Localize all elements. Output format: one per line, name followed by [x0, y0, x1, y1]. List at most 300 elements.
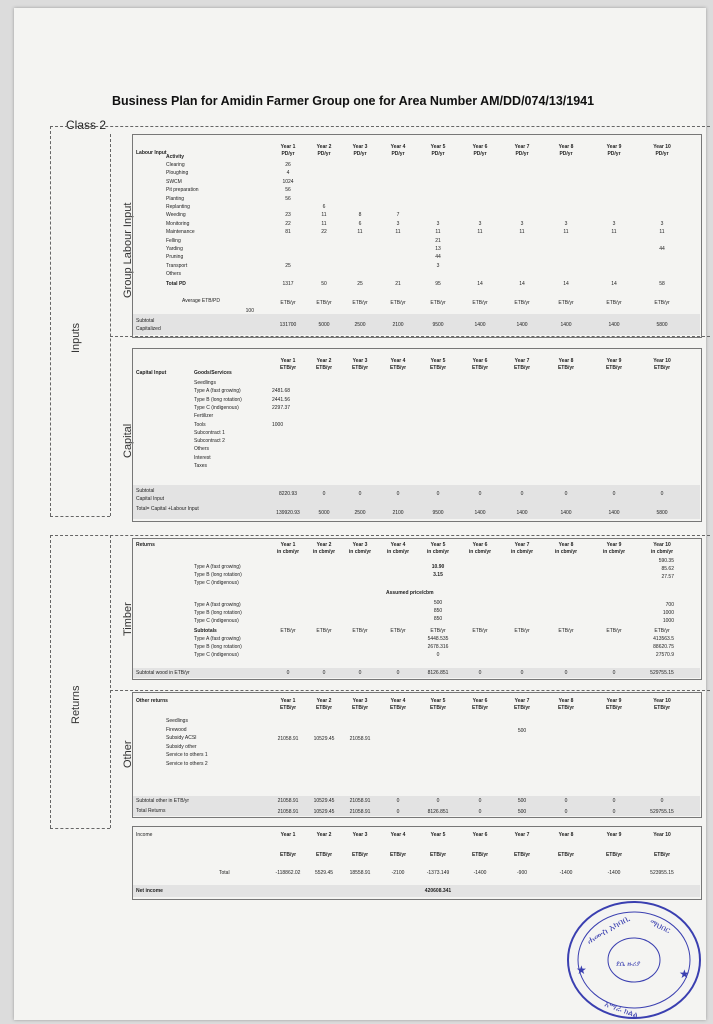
timber-type-label: Type A (fast growing) — [194, 636, 241, 642]
other-subtotal-value: 0 — [564, 798, 568, 804]
other-unit-header: ETB/yr — [605, 705, 623, 711]
capital-subtotal-value: 0 — [436, 491, 440, 497]
average-etb-unit: ETB/yr — [514, 300, 530, 306]
capital-subtotal-value: 0 — [478, 491, 482, 497]
income-total-label: Total — [219, 870, 230, 876]
capital-subtotal-value: 0 — [660, 491, 664, 497]
timber-subtotal-y5: 5448.535 — [427, 636, 449, 642]
activity-value: 11 — [659, 229, 665, 236]
activity-label: SWCM — [166, 178, 182, 185]
capital-item-label: Others — [194, 446, 210, 453]
average-etb-unit: ETB/yr — [654, 300, 670, 306]
capital-unit-header: ETB/yr — [315, 365, 333, 371]
subtotal-wood-value: 0 — [322, 670, 326, 676]
average-etb-label: Average ETB/PD — [182, 298, 220, 304]
firewood-y7-value: 500 — [517, 728, 527, 734]
activity-label: Clearing — [166, 162, 185, 168]
capital-item-label: Type C (indigenous) — [194, 404, 239, 411]
income-section-label: Income — [136, 832, 153, 838]
income-unit-header: ETB/yr — [653, 852, 671, 858]
income-unit-header: ETB/yr — [389, 852, 407, 858]
income-total-value: 18558.91 — [349, 870, 371, 876]
labour-table — [132, 134, 702, 338]
other-year-header: Year 7 — [514, 698, 530, 704]
capital-subtotal-value: 0 — [520, 491, 524, 497]
capitalized-label: Capitalized — [136, 326, 161, 332]
other-year-header: Year 6 — [472, 698, 488, 704]
timber-unit-header: in cbm/yr — [348, 549, 372, 555]
class-label: Class 2 — [66, 118, 107, 132]
activity-value: 44 — [435, 254, 441, 261]
inputs-inner-border — [110, 134, 111, 516]
average-etb-unit: ETB/yr — [472, 300, 488, 306]
activity-value: 7 — [396, 212, 400, 219]
timber-etb-unit: ETB/yr — [316, 628, 332, 634]
labour-subtotal-value: 1400 — [474, 322, 486, 328]
timber-volume-y10: 590.35 — [658, 558, 674, 564]
activity-label: Maintenance — [166, 229, 195, 236]
total-returns-value: 0 — [478, 809, 482, 815]
timber-year-header: Year 7 — [514, 542, 530, 548]
price-y5: 850 — [433, 608, 443, 614]
capital-unit-header: ETB/yr — [513, 365, 531, 371]
average-etb-unit: ETB/yr — [280, 300, 296, 306]
subtotal-wood-value: 529755.15 — [650, 670, 674, 676]
inputs-bottom-border — [50, 516, 110, 517]
activity-value: 11 — [563, 229, 569, 236]
svg-text:ማህበር: ማህበር — [648, 917, 672, 936]
capital-item-label: Type B (long rotation) — [194, 396, 242, 403]
labour-subtotal-value: 5000 — [318, 322, 330, 328]
capital-subtotal-value: 0 — [612, 491, 616, 497]
income-unit-header: ETB/yr — [513, 852, 531, 858]
price-y10: 700 — [665, 602, 674, 608]
timber-etb-unit: ETB/yr — [606, 628, 622, 634]
income-unit-header: ETB/yr — [279, 852, 297, 858]
capital-total-value: 139920.93 — [276, 510, 300, 516]
total-pd-label: Total PD — [166, 281, 186, 287]
capital-unit-header: ETB/yr — [389, 365, 407, 371]
other-year-header: Year 1 — [280, 698, 296, 704]
timber-other-separator — [110, 690, 710, 691]
subtotal-wood-value: 0 — [478, 670, 482, 676]
activity-label: Weeding — [166, 212, 186, 219]
timber-unit-header: in cbm/yr — [602, 549, 626, 555]
other-year-header: Year 4 — [390, 698, 406, 704]
other-unit-header: ETB/yr — [279, 705, 297, 711]
labour-year-header: Year 5 — [430, 144, 446, 150]
capital-year-header: Year 1 — [280, 358, 296, 364]
total-pd-value: 14 — [519, 281, 525, 287]
activity-value: 3 — [660, 220, 664, 227]
capital-item-value: 2441.56 — [272, 396, 291, 403]
labour-side-label: Group Labour Input — [122, 202, 134, 298]
labour-unit-header: PD/yr — [431, 151, 445, 157]
income-year-header: Year 8 — [558, 832, 574, 838]
timber-year-header: Year 9 — [606, 542, 622, 548]
capital-year-header: Year 3 — [352, 358, 368, 364]
average-etb-unit: ETB/yr — [316, 300, 332, 306]
timber-year-header: Year 4 — [390, 542, 406, 548]
activity-value: 1024 — [282, 178, 294, 185]
timber-etb-unit: ETB/yr — [280, 628, 296, 634]
labour-unit-header: PD/yr — [559, 151, 573, 157]
goods-services-header: Goods/Services — [194, 370, 232, 376]
labour-year-header: Year 1 — [280, 144, 296, 150]
capital-item-value: 2297.37 — [272, 404, 291, 411]
capital-unit-header: ETB/yr — [557, 365, 575, 371]
capital-subtotal-value: 0 — [564, 491, 568, 497]
activity-label: Felling — [166, 237, 181, 244]
timber-unit-header: in cbm/yr — [312, 549, 336, 555]
inputs-top-border — [50, 126, 710, 127]
activity-value: 6 — [358, 220, 362, 227]
total-pd-value: 14 — [563, 281, 569, 287]
other-unit-header: ETB/yr — [429, 705, 447, 711]
activity-value: 3 — [396, 220, 400, 227]
activity-value: 25 — [285, 262, 291, 269]
activity-value: 22 — [321, 229, 327, 236]
activity-value: 3 — [436, 220, 440, 227]
net-income-label: Net income — [136, 888, 163, 894]
capital-total-value: 1400 — [516, 510, 528, 516]
returns-side-label: Returns — [70, 685, 82, 724]
income-total-value: -2100 — [391, 870, 405, 876]
labour-subtotal-value: 2100 — [392, 322, 404, 328]
capital-item-label: Seedlings — [194, 380, 216, 386]
activity-value: 8 — [358, 212, 362, 219]
timber-etb-unit: ETB/yr — [514, 628, 530, 634]
capital-item-label: Interest — [194, 454, 211, 461]
activity-value: 3 — [564, 220, 568, 227]
activity-value: 26 — [285, 162, 291, 168]
total-pd-value: 58 — [659, 281, 665, 287]
total-returns-value: 10529.45 — [313, 809, 335, 815]
income-total-value: -900 — [516, 870, 528, 876]
other-year-header: Year 2 — [316, 698, 332, 704]
price-y10: 1000 — [662, 618, 674, 624]
timber-year-header: Year 5 — [430, 542, 446, 548]
other-subtotal-value: 0 — [660, 798, 664, 804]
income-unit-header: ETB/yr — [315, 852, 333, 858]
activity-label: Monitoring — [166, 220, 190, 227]
timber-type-label: Type B (long rotation) — [194, 644, 242, 650]
capital-year-header: Year 7 — [514, 358, 530, 364]
capital-unit-header: ETB/yr — [605, 365, 623, 371]
activity-value: 11 — [611, 229, 617, 236]
subtotal-wood-value: 0 — [396, 670, 400, 676]
activity-value: 4 — [286, 170, 290, 177]
timber-unit-header: in cbm/yr — [554, 549, 578, 555]
timber-year-header: Year 8 — [558, 542, 574, 548]
income-total-value: -1400 — [607, 870, 621, 876]
other-unit-header: ETB/yr — [315, 705, 333, 711]
timber-subtotal-y10: 27570.9 — [655, 652, 674, 658]
total-returns-value: 0 — [564, 809, 568, 815]
timber-table — [132, 538, 702, 680]
labour-unit-header: PD/yr — [281, 151, 295, 157]
other-item-label: Firewood — [166, 726, 187, 733]
official-seal — [554, 896, 704, 1024]
total-returns-value: 21058.91 — [349, 809, 371, 815]
other-unit-header: ETB/yr — [653, 705, 671, 711]
capital-total-value: 1400 — [560, 510, 572, 516]
other-year-header: Year 3 — [352, 698, 368, 704]
price-y10: 1000 — [662, 610, 674, 616]
capital-item-label: Tools — [194, 421, 206, 428]
timber-subtotal-y10: 413563.5 — [653, 636, 674, 642]
activity-value: 22 — [285, 220, 291, 227]
activity-value: 11 — [435, 229, 441, 236]
timber-volume-y10: 85.62 — [661, 566, 674, 572]
activity-value: 11 — [357, 229, 363, 236]
labour-subtotal-value: 1400 — [560, 322, 572, 328]
other-subtotal-value: 10529.45 — [313, 798, 335, 804]
labour-unit-header: PD/yr — [317, 151, 331, 157]
timber-unit-header: in cbm/yr — [386, 549, 410, 555]
timber-year-header: Year 2 — [316, 542, 332, 548]
activity-value: 11 — [395, 229, 401, 236]
income-unit-header: ETB/yr — [557, 852, 575, 858]
svg-text:★: ★ — [679, 967, 690, 981]
timber-unit-header: in cbm/yr — [426, 549, 450, 555]
timber-year-header: Year 10 — [653, 542, 671, 548]
returns-top-border — [50, 535, 710, 536]
svg-text:★: ★ — [576, 963, 587, 977]
income-unit-header: ETB/yr — [605, 852, 623, 858]
returns-bottom-border — [50, 828, 110, 829]
assumed-price-label: Assumed price/cbm — [386, 590, 434, 596]
page-title: Business Plan for Amidin Farmer Group one for Area Number AM/DD/074/13/1941 — [112, 94, 595, 108]
total-pd-value: 14 — [477, 281, 483, 287]
timber-etb-unit: ETB/yr — [390, 628, 406, 634]
document-page — [14, 8, 706, 1020]
net-income-value: 420608.341 — [424, 888, 452, 894]
timber-unit-header: in cbm/yr — [650, 549, 674, 555]
subtotal-wood-value: 0 — [612, 670, 616, 676]
activity-value: 3 — [478, 220, 482, 227]
labour-year-header: Year 4 — [390, 144, 406, 150]
capital-item-label: Taxes — [194, 463, 208, 469]
capital-total-value: 9500 — [432, 510, 444, 516]
total-returns-value: 529755.15 — [650, 809, 674, 815]
capital-subtotal-label: Subtotal — [136, 488, 155, 494]
capital-subtotal-value: 0 — [358, 491, 362, 497]
capital-year-header: Year 5 — [430, 358, 446, 364]
timber-unit-header: in cbm/yr — [276, 549, 300, 555]
total-pd-value: 21 — [395, 281, 401, 287]
labour-year-header: Year 10 — [653, 144, 671, 150]
activity-label: Replanting — [166, 204, 190, 210]
labour-year-header: Year 2 — [316, 144, 332, 150]
price-y5: 500 — [433, 600, 443, 606]
capital-unit-header: ETB/yr — [653, 365, 671, 371]
labour-subtotal-value: 131700 — [279, 322, 297, 328]
labour-unit-header: PD/yr — [515, 151, 529, 157]
income-total-value: -1400 — [473, 870, 487, 876]
total-returns-value: 0 — [396, 809, 400, 815]
total-pd-value: 14 — [611, 281, 617, 287]
timber-subtotals-label: Subtotals — [194, 628, 217, 634]
other-item-label: Seedlings — [166, 718, 188, 724]
labour-subtotal-value: 1400 — [516, 322, 528, 328]
other-unit-header: ETB/yr — [557, 705, 575, 711]
subtotal-wood-label: Subtotal wood in ETB/yr — [136, 670, 190, 676]
activity-value: 23 — [285, 212, 291, 219]
activity-value: 6 — [322, 204, 326, 210]
total-returns-value: 21058.91 — [277, 809, 299, 815]
subtotal-wood-value: 0 — [564, 670, 568, 676]
capital-item-value: 2481.68 — [272, 388, 291, 395]
other-item-label: Subsidy ACSI — [166, 735, 197, 742]
income-unit-header: ETB/yr — [351, 852, 369, 858]
income-unit-header: ETB/yr — [471, 852, 489, 858]
capital-total-value: 1400 — [608, 510, 620, 516]
average-etb-unit: ETB/yr — [558, 300, 574, 306]
activity-label: Planting — [166, 195, 185, 202]
capital-total-value: 2500 — [354, 510, 366, 516]
subsidy-value: 21058.91 — [277, 736, 299, 742]
labour-year-header: Year 3 — [352, 144, 368, 150]
timber-etb-unit: ETB/yr — [472, 628, 488, 634]
labour-subtotal-value: 9500 — [432, 322, 444, 328]
income-unit-header: ETB/yr — [429, 852, 447, 858]
labour-subtotal-label: Subtotal — [136, 318, 155, 324]
income-total-value: -1400 — [559, 870, 573, 876]
average-etb-unit: ETB/yr — [352, 300, 368, 306]
income-year-header: Year 4 — [390, 832, 406, 838]
svg-text:አማራ ክልል: አማራ ክልል — [603, 999, 640, 1020]
timber-type-label: Type C (indigenous) — [194, 652, 239, 658]
svg-text:ደሴ ዙሪያ: ደሴ ዙሪያ — [616, 960, 641, 968]
activity-value: 11 — [519, 229, 525, 236]
capital-total-value: 5000 — [318, 510, 330, 516]
labour-unit-header: PD/yr — [607, 151, 621, 157]
timber-year-header: Year 1 — [280, 542, 296, 548]
capital-section-label: Capital Input — [136, 370, 167, 376]
capital-subtotal-value: 0 — [322, 491, 326, 497]
other-subtotal-value: 0 — [478, 798, 482, 804]
subtotal-wood-value: 0 — [520, 670, 524, 676]
activity-value: 44 — [659, 246, 665, 252]
timber-etb-unit: ETB/yr — [558, 628, 574, 634]
capital-year-header: Year 4 — [390, 358, 406, 364]
returns-inner-border — [110, 535, 111, 828]
capital-item-value: 1000 — [272, 421, 284, 428]
average-etb-unit: ETB/yr — [606, 300, 622, 306]
income-year-header: Year 3 — [352, 832, 368, 838]
activity-value: 3 — [436, 262, 440, 269]
activity-value: 11 — [321, 220, 327, 227]
capital-subtotal-value: 0 — [396, 491, 400, 497]
timber-etb-unit: ETB/yr — [352, 628, 368, 634]
labour-unit-header: PD/yr — [473, 151, 487, 157]
total-pd-value: 50 — [321, 281, 327, 287]
income-year-header: Year 7 — [514, 832, 530, 838]
average-etb-unit: ETB/yr — [430, 300, 446, 306]
capital-unit-header: ETB/yr — [471, 365, 489, 371]
timber-volume-y5: 3.15 — [433, 572, 443, 578]
other-item-label: Service to others 1 — [166, 752, 208, 759]
activity-label: Pruning — [166, 254, 184, 261]
timber-year-header: Year 6 — [472, 542, 488, 548]
subsidy-value: 21058.91 — [349, 736, 371, 742]
timber-type-label: Type A (fast growing) — [194, 602, 241, 608]
returns-left-border — [50, 535, 51, 828]
total-returns-value: 500 — [517, 809, 527, 815]
labour-subtotal-value: 5800 — [656, 322, 668, 328]
total-pd-value: 25 — [357, 281, 363, 287]
total-returns-value: 8126.851 — [427, 809, 449, 815]
timber-etb-unit: ETB/yr — [654, 628, 670, 634]
income-total-value: 5529.45 — [314, 870, 334, 876]
income-year-header: Year 2 — [316, 832, 332, 838]
capital-year-header: Year 6 — [472, 358, 488, 364]
income-year-header: Year 5 — [430, 832, 446, 838]
total-pd-value: 95 — [435, 281, 441, 287]
capital-unit-header: ETB/yr — [279, 365, 297, 371]
average-etb-value: 100 — [245, 308, 254, 314]
labour-year-header: Year 8 — [558, 144, 574, 150]
timber-type-label: Type B (long rotation) — [194, 572, 242, 578]
income-year-header: Year 9 — [606, 832, 622, 838]
subsidy-value: 10529.45 — [313, 736, 335, 742]
income-total-value: 523955.15 — [650, 870, 674, 876]
capital-input-label: Capital Input — [136, 496, 165, 502]
other-unit-header: ETB/yr — [351, 705, 369, 711]
other-subtotal-value: 0 — [396, 798, 400, 804]
labour-year-header: Year 9 — [606, 144, 622, 150]
activity-label: Ploughing — [166, 170, 189, 177]
activity-value: 56 — [285, 195, 291, 202]
other-subtotal-value: 21058.91 — [349, 798, 371, 804]
price-y5: 850 — [433, 616, 443, 622]
activity-label: Yarding — [166, 246, 183, 252]
labour-year-header: Year 6 — [472, 144, 488, 150]
other-year-header: Year 5 — [430, 698, 446, 704]
capital-year-header: Year 9 — [606, 358, 622, 364]
labour-subtotal-value: 1400 — [608, 322, 620, 328]
timber-subtotal-y5: 2678.316 — [427, 644, 449, 650]
capital-year-header: Year 10 — [653, 358, 671, 364]
other-year-header: Year 9 — [606, 698, 622, 704]
other-subtotal-value: 0 — [436, 798, 440, 804]
activity-value: 3 — [520, 220, 524, 227]
other-unit-header: ETB/yr — [389, 705, 407, 711]
other-item-label: Subsidy other — [166, 743, 197, 750]
capital-item-label: Subcontract 1 — [194, 429, 225, 436]
other-year-header: Year 8 — [558, 698, 574, 704]
capital-total-value: 2100 — [392, 510, 404, 516]
timber-type-label: Type B (long rotation) — [194, 610, 242, 616]
capital-year-header: Year 2 — [316, 358, 332, 364]
activity-value: 21 — [435, 237, 441, 244]
activity-value: 56 — [285, 187, 291, 194]
other-unit-header: ETB/yr — [471, 705, 489, 711]
subtotal-wood-value: 0 — [286, 670, 290, 676]
capital-total-value: 5800 — [656, 510, 668, 516]
labour-unit-header: PD/yr — [655, 151, 669, 157]
other-subtotal-label: Subtotal other in ETB/yr — [136, 798, 190, 804]
income-total-value: -1373.149 — [426, 870, 450, 876]
timber-unit-header: in cbm/yr — [468, 549, 492, 555]
inputs-left-border — [50, 126, 51, 516]
activity-value: 11 — [477, 229, 483, 236]
total-capital-labour-label: Total= Capital +Labour Input — [136, 506, 199, 512]
timber-year-header: Year 3 — [352, 542, 368, 548]
timber-volume-y5: 10.90 — [431, 564, 445, 570]
labour-unit-header: PD/yr — [391, 151, 405, 157]
